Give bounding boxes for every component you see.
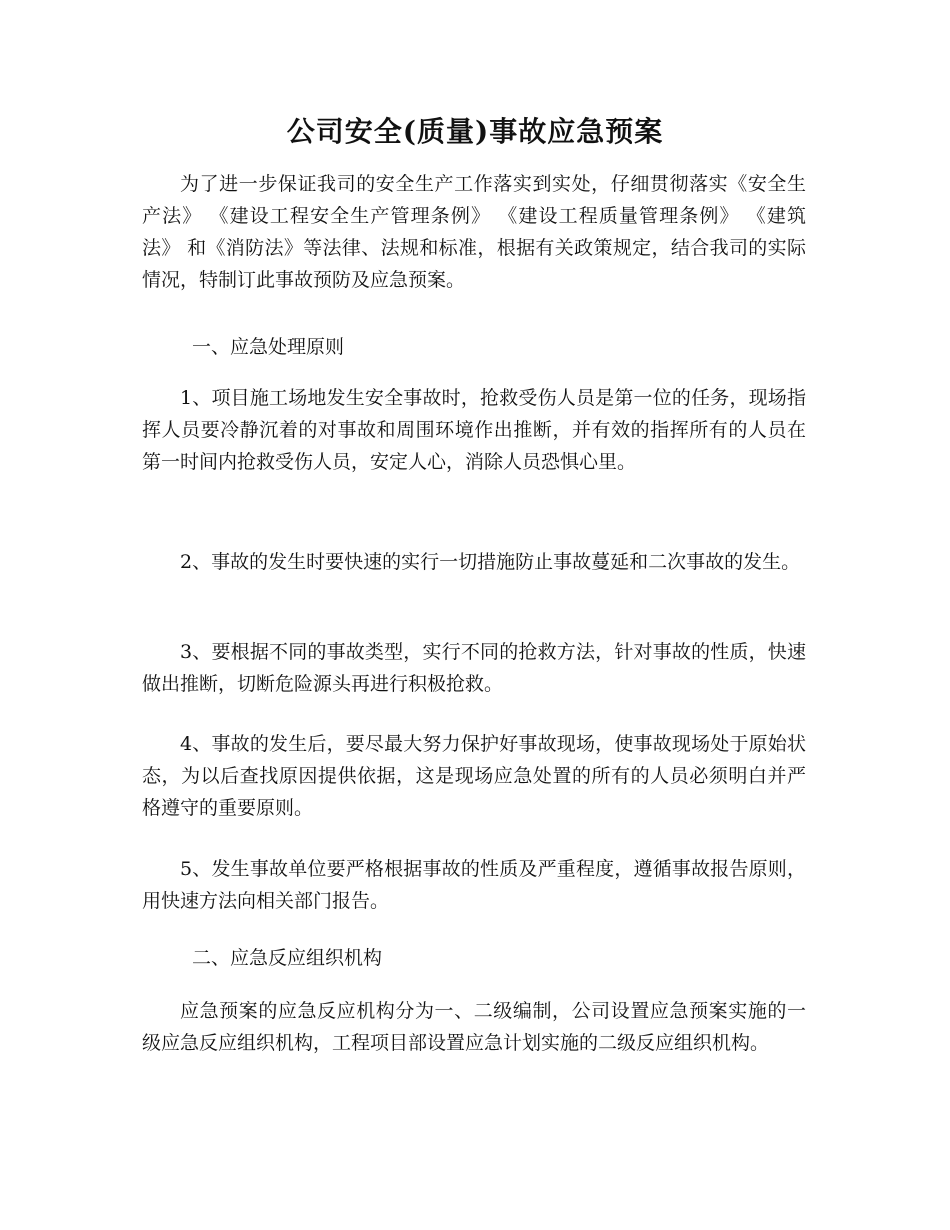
organization-paragraph: 应急预案的应急反应机构分为一、二级编制，公司设置应急预案实施的一级应急反应组织机构，工程项目部设置应急计划实施的二级反应组织机构。 — [142, 1000, 806, 1054]
principle-item-1: 1、项目施工场地发生安全事故时，抢救受伤人员是第一位的任务，现场指挥人员要冷静沉着的对事故和周围环境作出推断，并有效的指挥所有的人员在第一时间内抢救受伤人员，安定人心，消除人员恐惧心里。 — [142, 387, 806, 473]
principle-item-2: 2、事故的发生时要快速的实行一切措施防止事故蔓延和二次事故的发生。 — [180, 551, 801, 573]
intro-paragraph: 为了进一步保证我司的安全生产工作落实到实处，仔细贯彻落实《安全生产法》 《建设工程安全生产管理条例》 《建设工程质量管理条例》 《建筑法》 和《消防法》等法律、法规和标准，根据有关政策规定，结合我司的实际情况，特制订此事故预防及应急预案。 — [142, 173, 806, 291]
principle-item-4: 4、事故的发生后，要尽最大努力保护好事故现场，使事故现场处于原始状态，为以后查找原因提供依据，这是现场应急处置的所有的人员必须明白并严格遵守的重要原则。 — [142, 733, 806, 819]
principle-item-5: 5、发生事故单位要严格根据事故的性质及严重程度，遵循事故报告原则，用快速方法向相关部门报告。 — [142, 858, 806, 912]
section-heading-principles: 一、应急处理原则 — [192, 336, 345, 358]
section-heading-organization: 二、应急反应组织机构 — [192, 947, 383, 969]
document-title: 公司安全(质量)事故应急预案 — [286, 115, 664, 148]
principle-item-3: 3、要根据不同的事故类型，实行不同的抢救方法，针对事故的性质，快速做出推断，切断危险源头再进行积极抢救。 — [142, 641, 806, 695]
